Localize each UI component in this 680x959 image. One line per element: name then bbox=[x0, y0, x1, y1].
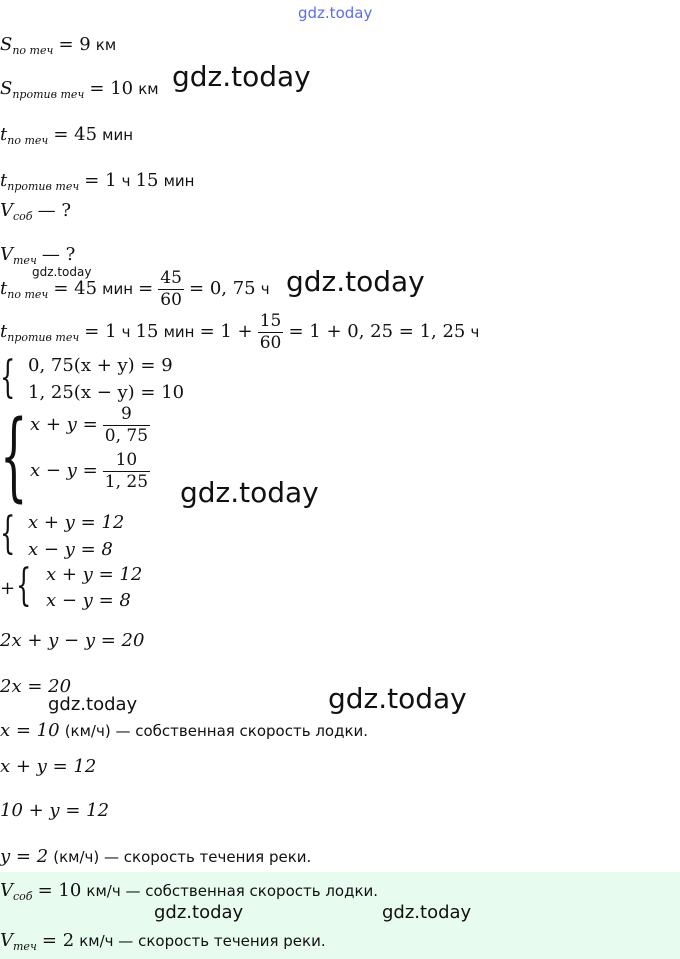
watermark: gdz.today bbox=[180, 476, 319, 509]
convert-time-upstream: $t_{против теч} = 1$ ч 15 мин = 1 + $\frac{15}{60}$ = 1 + 0, 25 = 1, 25 ч bbox=[0, 311, 480, 353]
system3-eq1: x + y = 12 bbox=[28, 512, 125, 533]
watermark: gdz.today bbox=[286, 265, 425, 298]
watermark: gdz.today bbox=[382, 902, 472, 923]
unknown-own-speed: $V_{соб}$ — ? bbox=[0, 200, 71, 223]
given-time-downstream: $t_{по теч} = 45$ мин bbox=[0, 124, 134, 147]
unknown-current-speed: $V_{теч}$ — ? bbox=[0, 244, 76, 267]
watermark: gdz.today bbox=[328, 682, 467, 715]
answer-current-speed: $V_{теч} = 2$ км/ч — скорость течения реки. bbox=[0, 930, 326, 953]
system-brace: { bbox=[0, 508, 16, 559]
system-brace: { bbox=[16, 560, 32, 611]
plus-sign: + bbox=[0, 578, 16, 599]
watermark-top: gdz.today bbox=[298, 4, 373, 22]
system-brace: { bbox=[0, 400, 28, 512]
convert-time-downstream: $t_{по теч} = 45$ мин = $\frac{45}{60}$ = 0, 75 ч bbox=[0, 268, 270, 310]
equation-sum: 2x + y − y = 20 bbox=[0, 630, 145, 651]
answer-own-speed: $V_{соб} = 10$ км/ч — собственная скорость лодки. bbox=[0, 880, 379, 903]
system4-eq2: x − y = 8 bbox=[46, 590, 131, 611]
system1-eq1: 0, 75(x + y) = 9 bbox=[28, 355, 173, 376]
given-distance-downstream: $S_{по теч} = 9$ км bbox=[0, 34, 117, 57]
given-time-upstream: $t_{против теч} = 1$ ч 15 мин bbox=[0, 170, 195, 193]
system-brace: { bbox=[0, 352, 16, 403]
equation-solve-y: 10 + y = 12 bbox=[0, 800, 110, 821]
result-current-speed: y = 2 (км/ч) — скорость течения реки. bbox=[0, 846, 312, 867]
watermark: gdz.today bbox=[154, 902, 244, 923]
system2-eq2: x − y = $\frac{10}{1, 25}$ bbox=[30, 450, 149, 492]
equation-2x: 2x = 20 bbox=[0, 676, 72, 697]
fraction: $\frac{15}{60}$ bbox=[259, 311, 282, 353]
equation-substitute: x + y = 12 bbox=[0, 756, 97, 777]
watermark: gdz.today bbox=[172, 60, 311, 93]
result-own-speed: x = 10 (км/ч) — собственная скорость лодки. bbox=[0, 720, 369, 741]
system1-eq2: 1, 25(x − y) = 10 bbox=[28, 382, 185, 403]
system4-eq1: x + y = 12 bbox=[46, 564, 143, 585]
watermark: gdz.today bbox=[32, 265, 92, 279]
system3-eq2: x − y = 8 bbox=[28, 539, 113, 560]
fraction: $\frac{45}{60}$ bbox=[160, 268, 182, 310]
given-distance-upstream: $S_{против теч} = 10$ км bbox=[0, 78, 159, 101]
system2-eq1: x + y = $\frac{9}{0, 75}$ bbox=[30, 404, 149, 446]
fraction: $\frac{9}{0, 75}$ bbox=[104, 404, 149, 446]
fraction: $\frac{10}{1, 25}$ bbox=[104, 450, 149, 492]
watermark: gdz.today bbox=[48, 694, 138, 715]
